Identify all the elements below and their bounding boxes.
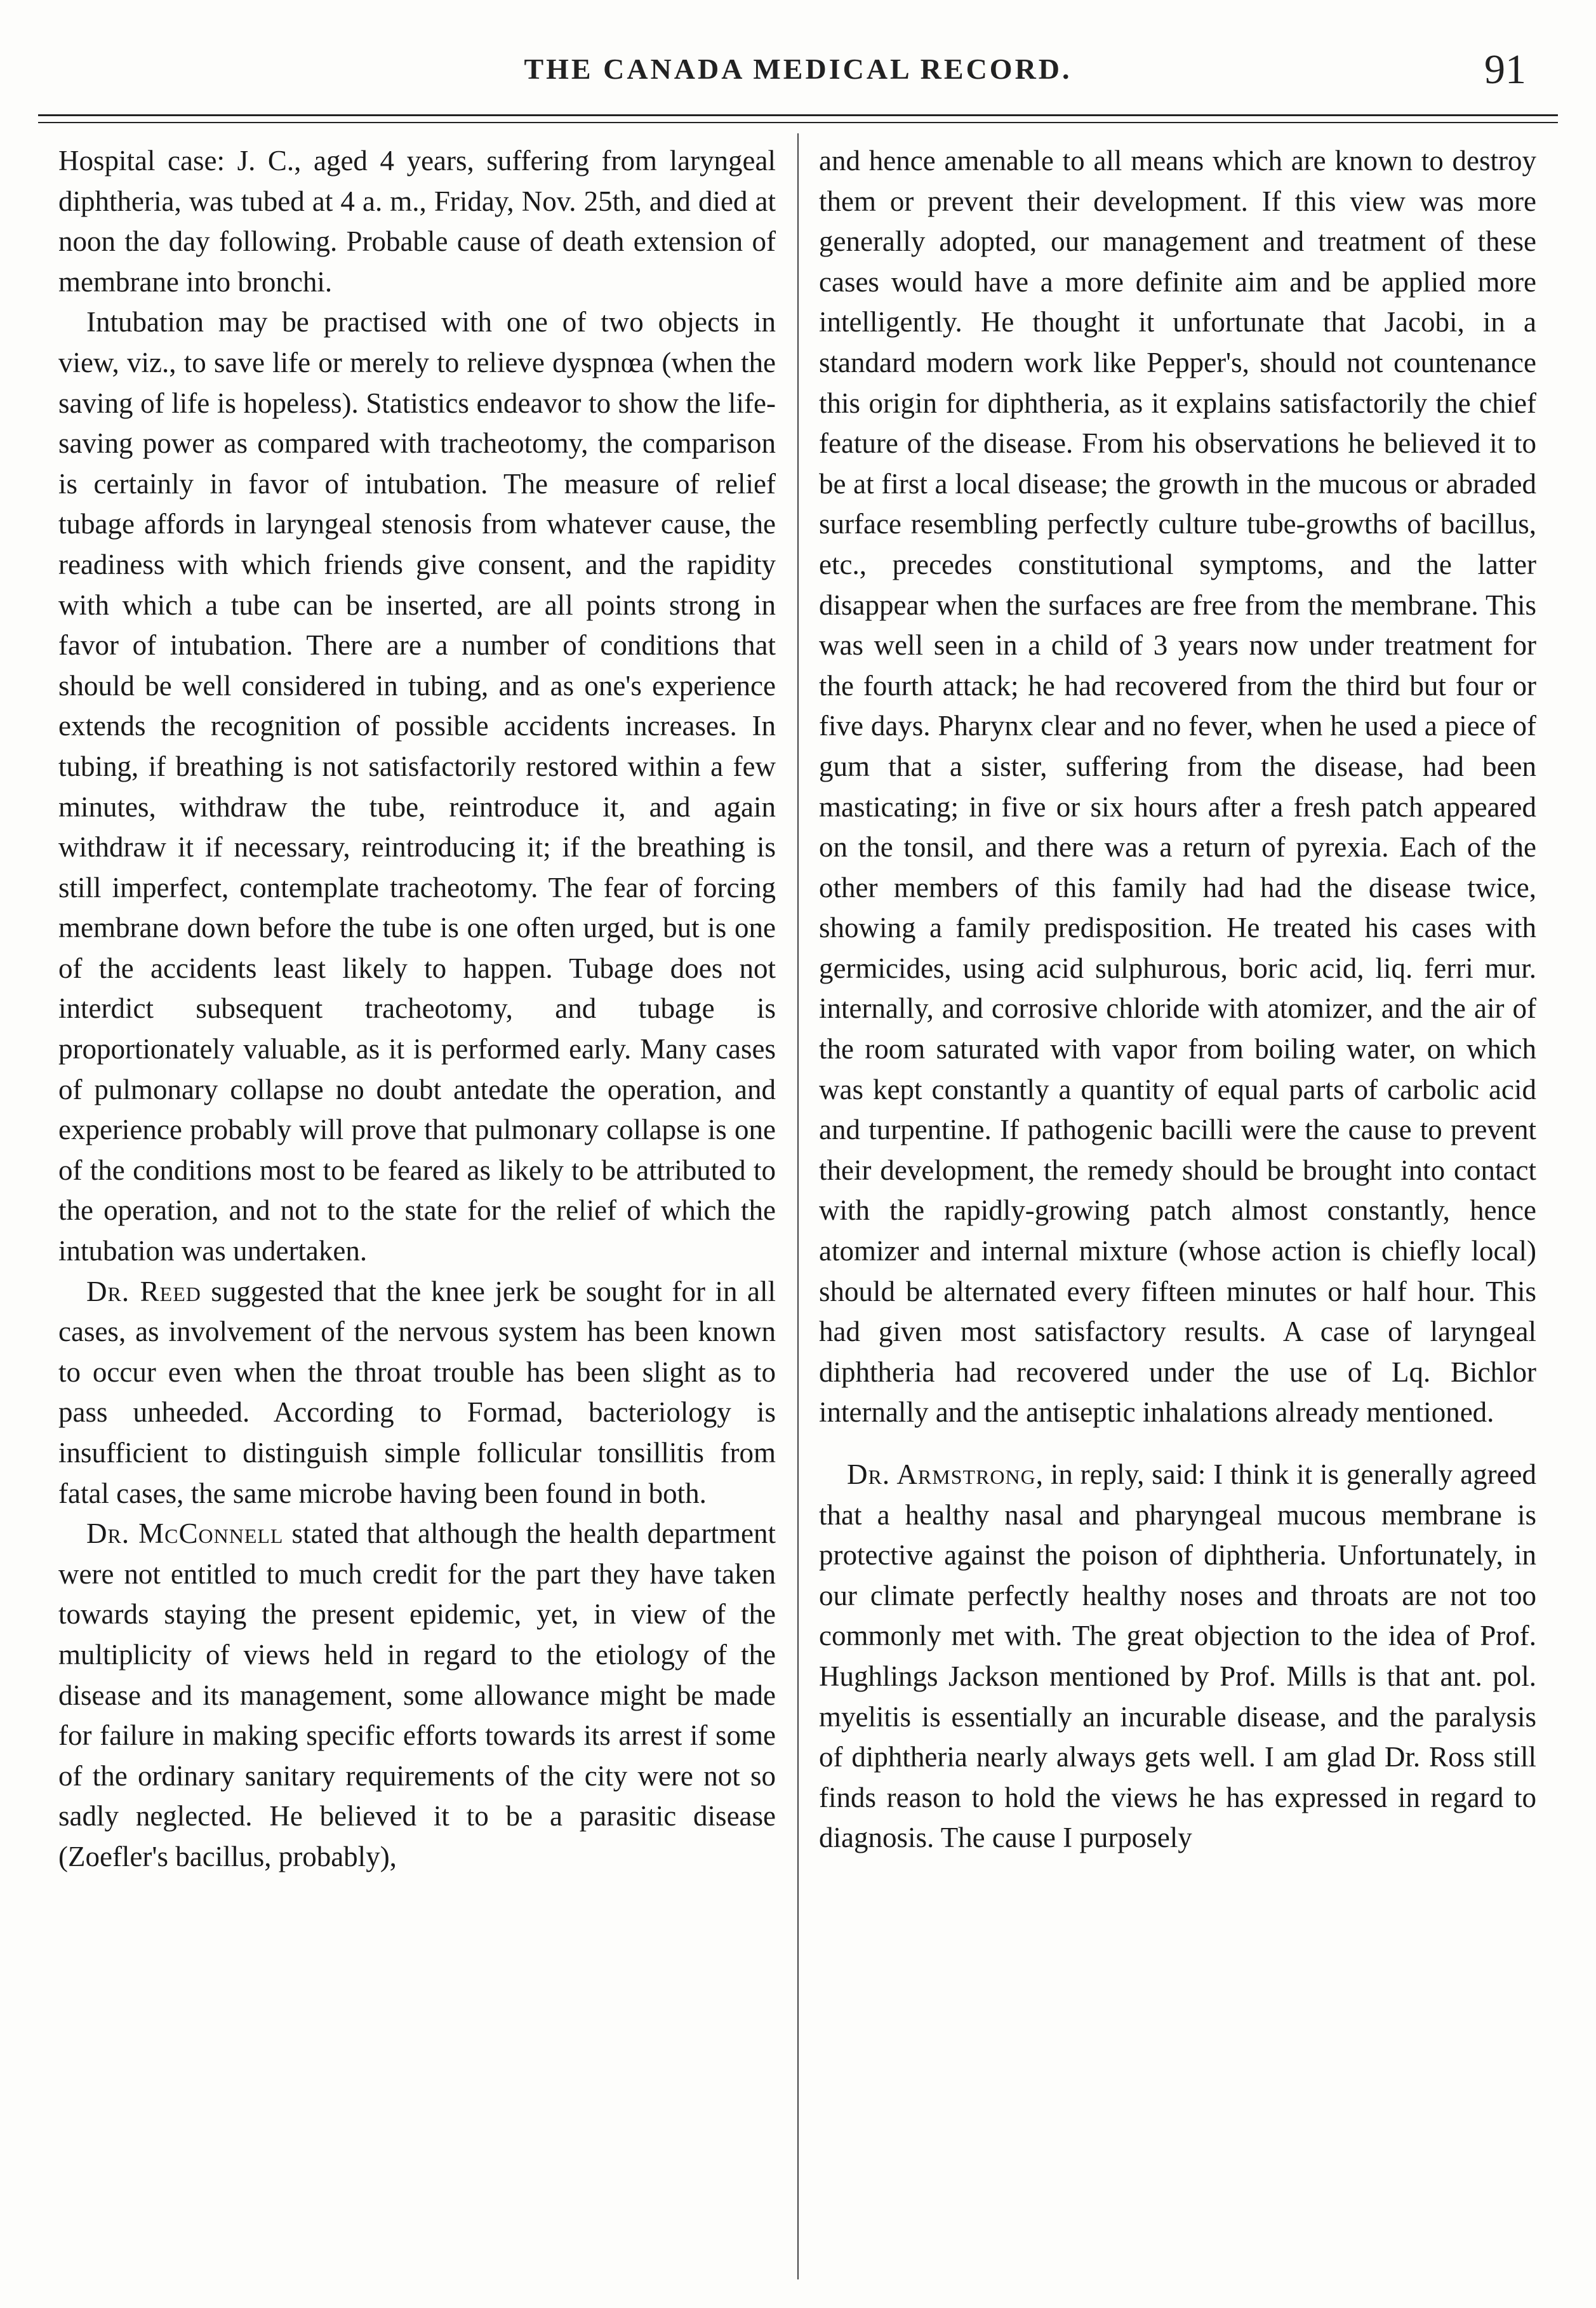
page-number: 91 (1484, 46, 1526, 93)
paragraph-intubation: Intubation may be practised with one of two objects in view, viz., to save life or merely to relieve dyspnœa (when the saving of life is hopeless). Statistics endeavor to show the life-saving power as compared with tracheotomy, the comparison is certainly in favor of intubation. The measure of relief tubage affords in laryngeal stenosis from whatever cause, the readiness with which friends give consent, and the rapidity with which a tube can be inserted, are all points strong in favor of intubation. There are a number of conditions that should be well considered in tubing, and as one's experience extends the recognition of possible accidents increases. In tubing, if breathing is not satisfactorily restored within a few minutes, withdraw the tube, reintroduce it, and again withdraw it if necessary, reintroducing it; if the breathing is still imperfect, contemplate tracheotomy. The fear of forcing membrane down before the tube is one often urged, but is one of the accidents least likely to happen. Tubage does not interdict subsequent tracheotomy, and tubage is proportionately valuable, as it is performed early. Many cases of pulmonary collapse no doubt antedate the operation, and experience probably will prove that pulmonary collapse is one of the conditions most to be feared as likely to be attributed to the operation, and not to the state for the relief of which the intubation was undertaken. (58, 306, 776, 1267)
paragraph-text: , in reply, said: I think it is generally agreed that a healthy nasal and pharyngeal mucous membrane is protective against the poison of diphtheria. Unfortunately, in our climate perfectly healthy noses and throats are not too commonly met with. The great objection to the idea of Prof. Hughlings Jackson mentioned by Prof. Mills is that ant. pol. myelitis is essentially an incurable disease, and the paralysis of diphtheria nearly always gets well. I am glad Dr. Ross still finds reason to hold the views he has expressed in regard to diagnosis. The cause I purposely (819, 1458, 1537, 1854)
paragraph-continuation: and hence amenable to all means which are known to destroy them or prevent their development. If this view was more generally adopted, our management and treatment of these cases would have a more definite aim and be applied more intelligently. He thought it unfortunate that Jacobi, in a standard modern work like Pepper's, should not countenance this origin for diphtheria, as it explains satisfactorily the chief feature of the disease. From his observations he believed it to be at first a local disease; the growth in the mucous or abraded surface resembling perfectly culture tube-growths of bacillus, etc., precedes constitutional symptoms, and the latter disappear when the surfaces are free from the membrane. This was well seen in a child of 3 years now under treatment for the fourth attack; he had recovered from the third but four or five days. Pharynx clear and no fever, when he used a piece of gum that a sister, suffering from the disease, had been masticating; in five or six hours after a fresh patch appeared on the tonsil, and there was a return of pyrexia. Each of the other members of this family had had the disease twice, showing a family predisposition. He treated his cases with germicides, using acid sulphurous, boric acid, liq. ferri mur. internally, and corrosive chloride with atomizer, and the air of the room saturated with vapor from boiling water, on which was kept constantly a quantity of equal parts of carbolic acid and turpentine. If pathogenic bacilli were the cause to prevent their development, the remedy should be brought into contact with the rapidly-growing patch almost constantly, hence atomizer and internal mixture (whose action is chiefly local) should be alternated every fifteen minutes or half hour. This had given most satisfactory results. A case of laryngeal diphtheria had recovered under the use of Lq. Bichlor internally and the antiseptic inhalations already mentioned. (819, 145, 1536, 1429)
paragraph-dr-reed (58, 1272, 776, 1514)
speaker-name: Dr. McConnell (86, 1518, 284, 1550)
header-rule-thick (38, 114, 1558, 116)
column-divider (797, 133, 799, 2279)
running-head (44, 46, 1552, 97)
header-rule-thin (38, 122, 1558, 123)
paragraph-dr-mcconnell (58, 1514, 776, 1877)
paragraph-text: stated that although the health department were not entitled to much credit for the part they have taken towards staying the present epidemic, yet, in view of the multiplicity of views held in regard to the etiology of the disease and its management, some allowance might be made for failure in making specific efforts towards its arrest if some of the ordinary sanitary requirements of the city were not so sadly neglected. He believed it to be a parasitic disease (Zoefler's bacillus, probably), (58, 1518, 776, 1872)
speaker-name: Dr. Reed (86, 1275, 201, 1307)
journal-title: THE CANADA MEDICAL RECORD. (524, 53, 1072, 85)
paragraph-dr-armstrong (819, 1455, 1536, 1858)
left-column (58, 141, 776, 1878)
speaker-name: Dr. Armstrong (847, 1458, 1036, 1490)
paragraph-hospital-case: Hospital case: J. C., aged 4 years, suffering from laryngeal diphtheria, was tubed at 4 a. m., Friday, Nov. 25th, and died at noon the day following. Probable cause of death extension of membrane into bronchi. (58, 145, 776, 298)
right-column (819, 141, 1536, 1858)
paragraph-text: suggested that the knee jerk be sought for in all cases, as involvement of the nervous system has been known to occur even when the throat trouble has been slight as to pass unheeded. According to Formad, bacteriology is insufficient to distinguish simple follicular tonsillitis from fatal cases, the same microbe having been found in both. (58, 1275, 776, 1509)
